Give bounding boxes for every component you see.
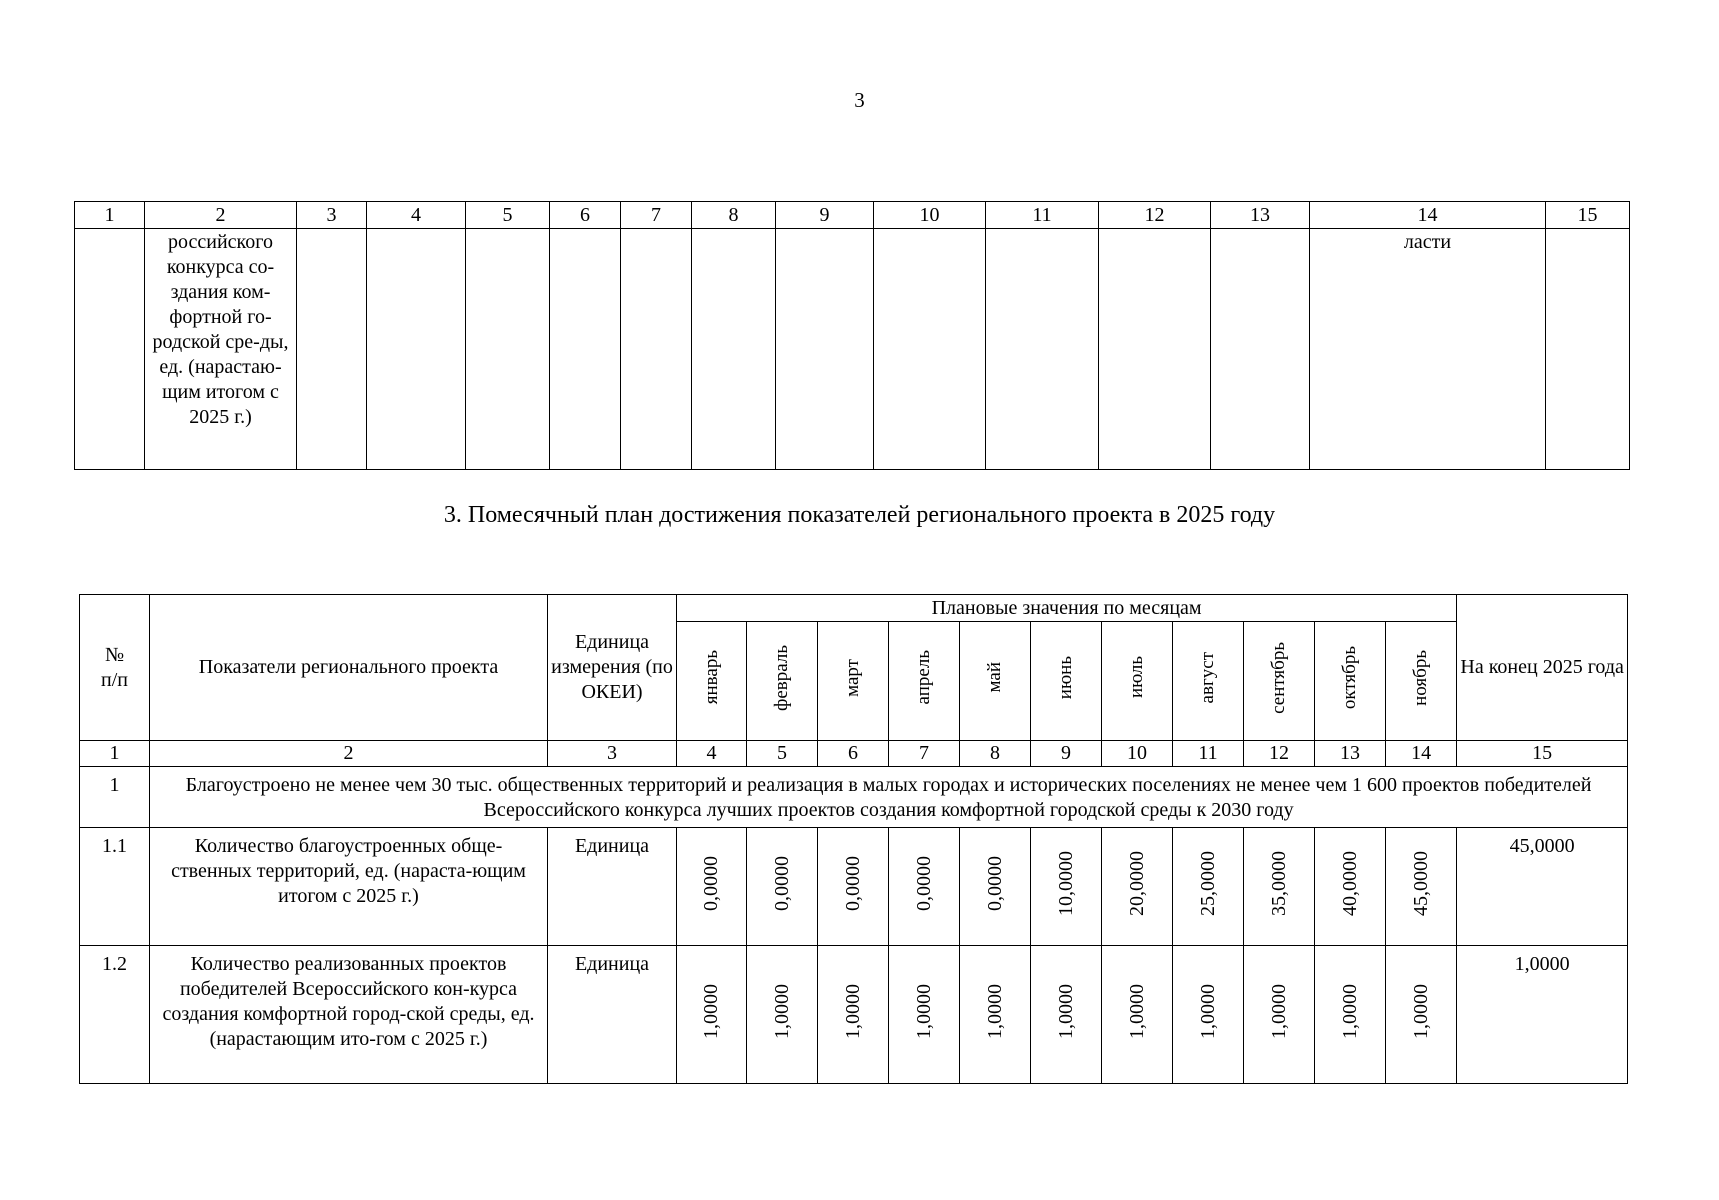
cell [75,229,145,470]
value-cell: 1,0000 [1031,946,1102,1084]
col-num: 3 [297,202,367,229]
col-num: 5 [747,741,818,767]
value-cell: 1,0000 [1173,946,1244,1084]
col-num: 15 [1546,202,1630,229]
col-num: 10 [1102,741,1173,767]
value-cell: 1,0000 [1102,946,1173,1084]
col-num: 14 [1310,202,1546,229]
col-num: 8 [692,202,776,229]
header-indicators: Показатели регионального проекта [150,595,548,741]
cell [1310,229,1546,470]
month-mar: март [818,622,889,741]
value-cell: 1,0000 [747,946,818,1084]
cell [776,229,874,470]
col-num: 1 [75,202,145,229]
month-jan: январь [677,622,747,741]
month-may: май [960,622,1031,741]
row-indicator [150,946,548,1084]
month-jun: июнь [1031,622,1102,741]
value-cell: 0,0000 [889,828,960,946]
cell [621,229,692,470]
value-cell: 1,0000 [818,946,889,1084]
col-num: 13 [1211,202,1310,229]
month-aug: август [1173,622,1244,741]
cell [1211,229,1310,470]
goal-row [80,767,1628,828]
col-num: 15 [1457,741,1628,767]
header-num-label: № п/п [101,643,128,691]
header-year-end: На конец 2025 года [1457,595,1628,741]
value-cell: 0,0000 [747,828,818,946]
continuation-table [74,201,1630,470]
month-apr: апрель [889,622,960,741]
cell [986,229,1099,470]
header-num [80,595,150,741]
col-num: 1 [80,741,150,767]
col-num: 11 [1173,741,1244,767]
table-row [80,828,1628,946]
col-num: 7 [621,202,692,229]
cell [466,229,550,470]
value-cell: 1,0000 [960,946,1031,1084]
value-cell: 0,0000 [960,828,1031,946]
value-cell: 1,0000 [889,946,960,1084]
month-feb: февраль [747,622,818,741]
col-num: 13 [1315,741,1386,767]
month-nov: ноябрь [1386,622,1457,741]
cell [297,229,367,470]
indicator-continuation: российского конкурса со-здания ком-фортной го-родской сре-ды, ед. (нарастаю-щим итогом с 2025 г.) [152,231,289,428]
row-indicator [150,828,548,946]
cell [145,229,297,470]
cell [692,229,776,470]
col-num: 7 [889,741,960,767]
row-unit: Единица [548,828,677,946]
col-num: 6 [818,741,889,767]
value-cell: 1,0000 [677,946,747,1084]
col-num: 11 [986,202,1099,229]
col-num: 4 [677,741,747,767]
monthly-plan-table [79,594,1628,1084]
col14-continuation: ласти [1403,231,1452,253]
header-row [80,595,1628,622]
col-num: 5 [466,202,550,229]
col-num: 6 [550,202,621,229]
table-row [80,946,1628,1084]
value-cell: 1,0000 [1244,946,1315,1084]
col-num: 9 [776,202,874,229]
row-num: 1.1 [80,828,150,946]
value-cell: 35,0000 [1244,828,1315,946]
col-num: 14 [1386,741,1457,767]
row-num: 1.2 [80,946,150,1084]
table-row [75,229,1630,470]
goal-text: Благоустроено не менее чем 30 тыс. общественных территорий и реализация в малых городах и исторических поселениях не менее чем 1 600 проектов победителей Всероссийского конкурса лучших проектов создания комфортной городской среды к 2030 году [150,767,1628,828]
value-cell: 0,0000 [818,828,889,946]
value-cell: 1,0000 [1315,946,1386,1084]
value-cell: 10,0000 [1031,828,1102,946]
cell [874,229,986,470]
row-indicator-text: Количество благоустроенных обще-ственных территорий, ед. (нараста-ющим итогом с 2025 г.) [171,835,526,907]
col-num: 2 [150,741,548,767]
col-num: 4 [367,202,466,229]
header-planned: Плановые значения по месяцам [677,595,1457,622]
section-title: 3. Помесячный план достижения показателей регионального проекта в 2025 году [443,502,1276,528]
col-num: 9 [1031,741,1102,767]
row-year-end: 45,0000 [1457,828,1628,946]
col-num: 10 [874,202,986,229]
cell [1546,229,1630,470]
col-num: 12 [1099,202,1211,229]
col-num: 12 [1244,741,1315,767]
value-cell: 20,0000 [1102,828,1173,946]
month-jul: июль [1102,622,1173,741]
month-oct: октябрь [1315,622,1386,741]
row-indicator-text: Количество реализованных проектов победителей Всероссийского кон-курса создания комфортной город-ской среды, ед. (нарастающим ито-гом с 2025 г.) [162,953,535,1050]
column-number-row [75,202,1630,229]
value-cell: 1,0000 [1386,946,1457,1084]
cell [367,229,466,470]
row-year-end: 1,0000 [1457,946,1628,1084]
value-cell: 40,0000 [1315,828,1386,946]
row-unit: Единица [548,946,677,1084]
month-sep: сентябрь [1244,622,1315,741]
cell [1099,229,1211,470]
col-num: 8 [960,741,1031,767]
goal-num: 1 [80,767,150,828]
cell [550,229,621,470]
value-cell: 25,0000 [1173,828,1244,946]
header-unit: Единица измерения (по ОКЕИ) [548,595,677,741]
col-num: 2 [145,202,297,229]
value-cell: 45,0000 [1386,828,1457,946]
column-number-row [80,741,1628,767]
col-num: 3 [548,741,677,767]
value-cell: 0,0000 [677,828,747,946]
page-number: 3 [854,88,865,112]
